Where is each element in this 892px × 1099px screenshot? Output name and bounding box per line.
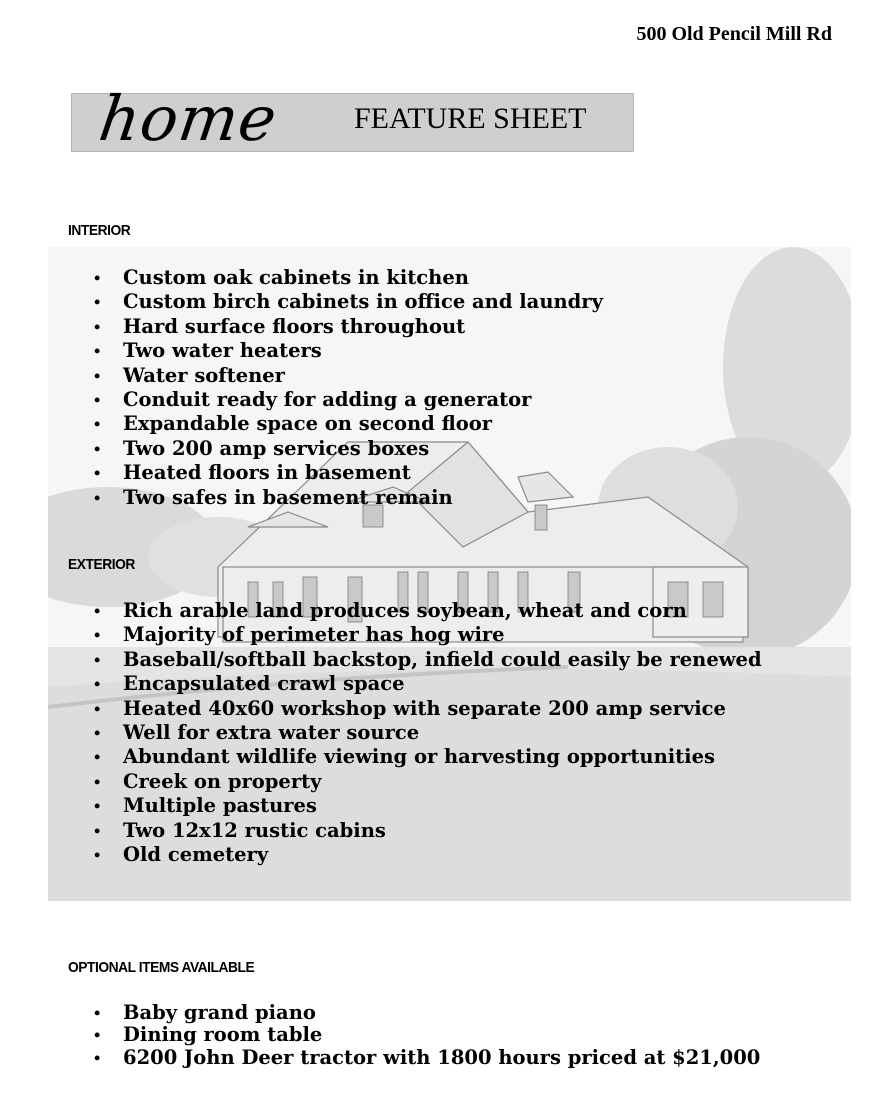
- list-item: • Heated 40x60 workshop with separate 200 amp service: [94, 697, 762, 721]
- home-logo-word: home: [94, 82, 282, 155]
- list-item: • Baseball/softball backstop, infield could easily be renewed: [94, 648, 762, 672]
- list-item: • Heated floors in basement: [94, 461, 603, 485]
- list-item: • Two 12x12 rustic cabins: [94, 819, 762, 843]
- list-item: • Custom oak cabinets in kitchen: [94, 266, 603, 290]
- list-item: • Majority of perimeter has hog wire: [94, 623, 762, 647]
- list-item: • Two safes in basement remain: [94, 486, 603, 510]
- list-item: • Conduit ready for adding a generator: [94, 388, 603, 412]
- list-item: • Expandable space on second floor: [94, 412, 603, 436]
- property-address: 500 Old Pencil Mill Rd: [636, 23, 832, 45]
- list-item: • Rich arable land produces soybean, wheat and corn: [94, 599, 762, 623]
- list-item: • Hard surface floors throughout: [94, 315, 603, 339]
- feature-sheet-banner: [71, 82, 634, 155]
- optional-items-heading: OPTIONAL ITEMS AVAILABLE: [68, 959, 255, 976]
- list-item: • Creek on property: [94, 770, 762, 794]
- list-item: • Water softener: [94, 364, 603, 388]
- interior-feature-list: [94, 266, 603, 510]
- list-item: • 6200 John Deer tractor with 1800 hours priced at $21,000: [94, 1047, 760, 1069]
- exterior-feature-list: [94, 599, 762, 867]
- page-title: FEATURE SHEET: [354, 102, 587, 135]
- list-item: • Abundant wildlife viewing or harvesting opportunities: [94, 745, 762, 769]
- list-item: • Custom birch cabinets in office and laundry: [94, 290, 603, 314]
- list-item: • Multiple pastures: [94, 794, 762, 818]
- list-item: • Two water heaters: [94, 339, 603, 363]
- optional-items-list: [94, 1002, 760, 1069]
- list-item: • Two 200 amp services boxes: [94, 437, 603, 461]
- exterior-heading: EXTERIOR: [68, 556, 135, 573]
- list-item: • Dining room table: [94, 1024, 760, 1046]
- list-item: • Old cemetery: [94, 843, 762, 867]
- list-item: • Encapsulated crawl space: [94, 672, 762, 696]
- list-item: • Baby grand piano: [94, 1002, 760, 1024]
- interior-heading: INTERIOR: [68, 222, 131, 239]
- list-item: • Well for extra water source: [94, 721, 762, 745]
